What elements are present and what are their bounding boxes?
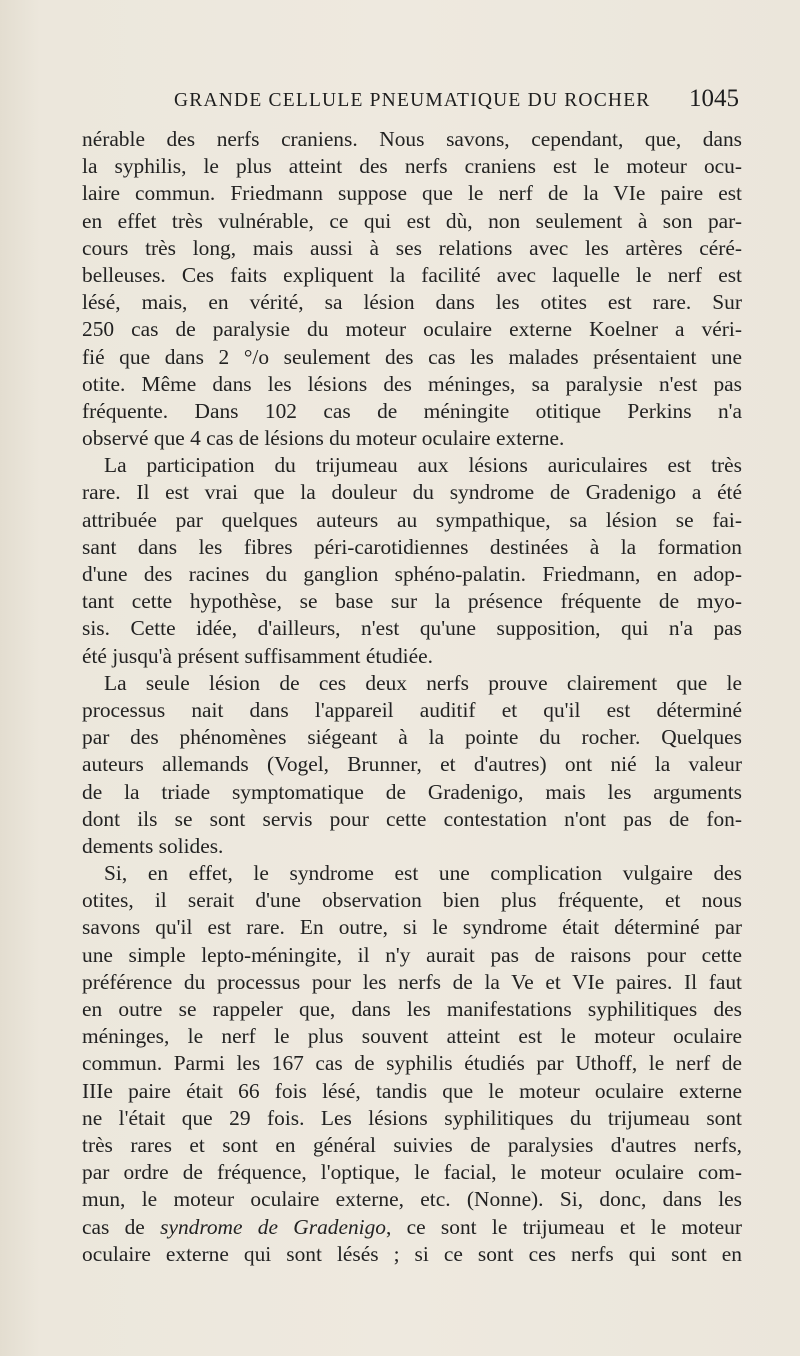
- text-line: la syphilis, le plus atteint des nerfs craniens est le moteur ocu-: [82, 154, 742, 179]
- text-line: en effet très vulnérable, ce qui est dù, non seulement à son par-: [82, 208, 742, 233]
- text-line: de la triade symptomatique de Gradenigo, mais les arguments: [82, 779, 742, 804]
- text-line: belleuses. Ces faits expliquent la facilité avec laquelle le nerf est: [82, 262, 742, 287]
- text-line: auteurs allemands (Vogel, Brunner, et d'autres) ont nié la valeur: [82, 752, 742, 777]
- page-header: [82, 86, 742, 120]
- text-line: oculaire externe qui sont lésés ; si ce sont ces nerfs qui sont en: [82, 1241, 742, 1266]
- text-segment: cas de: [82, 1214, 145, 1239]
- text-line: préférence du processus pour les nerfs de la Ve et VIe paires. Il faut: [82, 969, 742, 994]
- text-line: IIIe paire était 66 fois lésé, tandis que le moteur oculaire externe: [82, 1078, 742, 1103]
- text-segment: , ce sont le trijumeau et le moteur: [385, 1214, 742, 1239]
- text-line: commun. Parmi les 167 cas de syphilis étudiés par Uthoff, le nerf de: [82, 1051, 742, 1076]
- text-line: très rares et sont en général suivies de paralysies d'autres nerfs,: [82, 1132, 742, 1157]
- text-line: été jusqu'à présent suffisamment étudiée.: [82, 643, 433, 668]
- text-line: cours très long, mais aussi à ses relations avec les artères céré-: [82, 235, 742, 260]
- text-line: otites, il serait d'une observation bien plus fréquente, et nous: [82, 888, 742, 913]
- text-line: une simple lepto-méningite, il n'y aurait pas de raisons pour cette: [82, 942, 742, 967]
- text-line: ne l'était que 29 fois. Les lésions syphilitiques du trijumeau sont: [82, 1105, 742, 1130]
- text-line: par ordre de fréquence, l'optique, le facial, le moteur oculaire com-: [82, 1160, 742, 1185]
- body-text: [82, 126, 742, 1268]
- text-line: 250 cas de paralysie du moteur oculaire externe Koelner a véri-: [82, 317, 742, 342]
- text-line: fréquente. Dans 102 cas de méningite otitique Perkins n'a: [82, 398, 742, 423]
- text-line: sis. Cette idée, d'ailleurs, n'est qu'une supposition, qui n'a pas: [82, 616, 742, 641]
- text-line: d'une des racines du ganglion sphéno-palatin. Friedmann, en adop-: [82, 562, 742, 586]
- text-line: méninges, le nerf le plus souvent atteint est le moteur oculaire: [82, 1024, 742, 1049]
- running-title: GRANDE CELLULE PNEUMATIQUE DU ROCHER: [174, 90, 651, 111]
- text-line: tant cette hypothèse, se base sur la présence fréquente de myo-: [82, 589, 742, 614]
- text-line: laire commun. Friedmann suppose que le nerf de la VIe paire est: [82, 181, 742, 206]
- text-line: otite. Même dans les lésions des méninges, sa paralysie n'est pas: [82, 371, 742, 396]
- text-line: lésé, mais, en vérité, sa lésion dans les otites est rare. Sur: [82, 290, 742, 315]
- text-line: rare. Il est vrai que la douleur du syndrome de Gradenigo a été: [82, 480, 742, 505]
- italic-term: syndrome de Gradenigo: [160, 1214, 386, 1239]
- text-line: processus nait dans l'appareil auditif et qu'il est déterminé: [82, 697, 742, 722]
- text-line: Si, en effet, le syndrome est une complication vulgaire des: [104, 861, 742, 886]
- text-line: dont ils se sont servis pour cette contestation n'ont pas de fon-: [82, 806, 742, 831]
- text-line: sant dans les fibres péri-carotidiennes destinées à la formation: [82, 534, 742, 559]
- text-line: savons qu'il est rare. En outre, si le syndrome était déterminé par: [82, 915, 742, 940]
- text-line: observé que 4 cas de lésions du moteur oculaire externe.: [82, 426, 565, 451]
- page-number: 1045: [689, 85, 739, 112]
- text-line: en outre se rappeler que, dans les manifestations syphilitiques des: [82, 997, 742, 1021]
- text-line: La seule lésion de ces deux nerfs prouve clairement que le: [104, 670, 742, 695]
- text-line: nérable des nerfs craniens. Nous savons, cependant, que, dans: [82, 127, 742, 151]
- text-line: attribuée par quelques auteurs au sympathique, sa lésion se fai-: [82, 507, 742, 532]
- text-line: mun, le moteur oculaire externe, etc. (Nonne). Si, donc, dans les: [82, 1187, 742, 1212]
- text-line: dements solides.: [82, 833, 224, 858]
- text-line: par des phénomènes siégeant à la pointe du rocher. Quelques: [82, 725, 742, 750]
- text-line: [82, 1214, 742, 1241]
- text-line: fié que dans 2 °/o seulement des cas les malades présentaient une: [82, 344, 742, 369]
- text-line: La participation du trijumeau aux lésions auriculaires est très: [104, 453, 742, 478]
